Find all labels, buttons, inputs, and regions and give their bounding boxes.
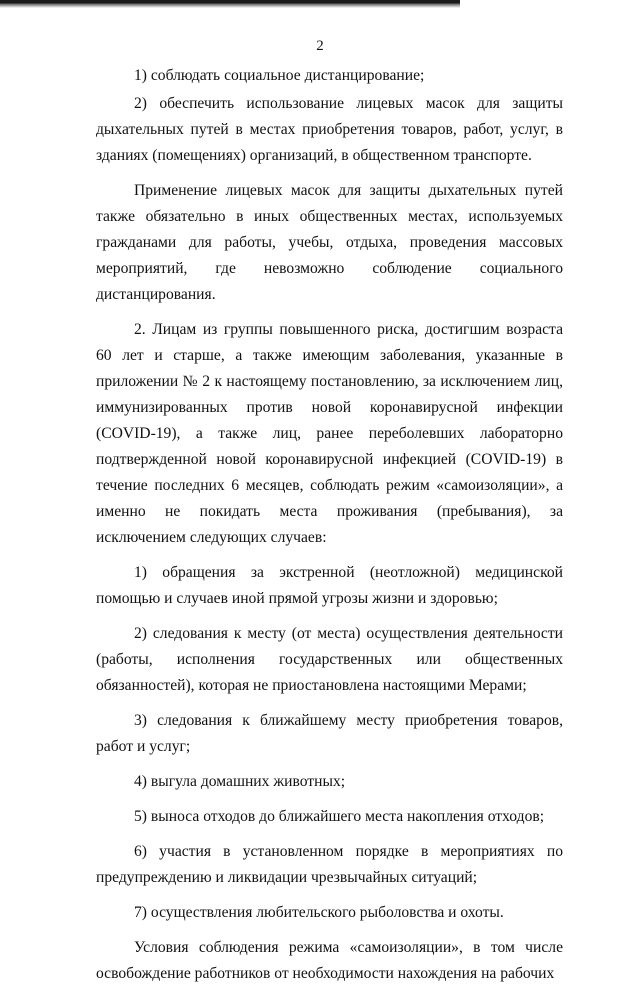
paragraph-2: 2) обеспечить использование лицевых масок для защиты дыхательных путей в местах приобретения товаров, работ, услуг, в зданиях (помещениях) организаций, в общественном транспорте. (96, 95, 563, 164)
paragraph-4: 2. Лицам из группы повышенного риска, достигшим возраста 60 лет и старше, а также имеющим заболевания, указанные в приложении № 2 к настоящему постановлению, за исключением лиц, иммунизированных против новой коронавирусной инфекции (COVID-19), а также лиц, ранее переболевших лабораторно подтвержденной новой коронавирусной инфекцией (COVID-19) в течение последних 6 месяцев, соблюдать режим «самоизоляции», а именно не покидать места проживания (пребывания), за исключением следующих случаев: (96, 321, 563, 546)
paragraph-1: 1) соблюдать социальное дистанцирование; (134, 67, 425, 84)
paragraph-11: 7) осуществления любительского рыболовства и охоты. (134, 904, 504, 921)
paragraph-7: 3) следования к ближайшему месту приобретения товаров, работ и услуг; (96, 712, 563, 755)
paragraph-3: Применение лицевых масок для защиты дыхательных путей также обязательно в иных общественных местах, используемых гражданами для работы, учебы, отдыха, проведения массовых мероприятий, где невозможно соблюдение социального дистанцирования. (96, 182, 563, 303)
paragraph-8: 4) выгула домашних животных; (134, 773, 346, 790)
scan-top-edge (0, 0, 460, 8)
page-number: 2 (316, 38, 324, 54)
paragraph-10: 6) участия в установленном порядке в мероприятиях по предупреждению и ликвидации чрезвычайных ситуаций; (96, 843, 563, 886)
paragraph-6: 2) следования к месту (от места) осуществления деятельности (работы, исполнения государственных или общественных обязанностей), которая не приостановлена настоящими Мерами; (96, 625, 563, 694)
document-body (96, 63, 563, 993)
paragraph-12: Условия соблюдения режима «самоизоляции», в том числе освобождение работников от необходимости нахождения на рабочих (96, 939, 563, 982)
paragraph-9: 5) выноса отходов до ближайшего места накопления отходов; (134, 808, 545, 825)
paragraph-5: 1) обращения за экстренной (неотложной) медицинской помощью и случаев иной прямой угрозы жизни и здоровью; (96, 564, 563, 607)
